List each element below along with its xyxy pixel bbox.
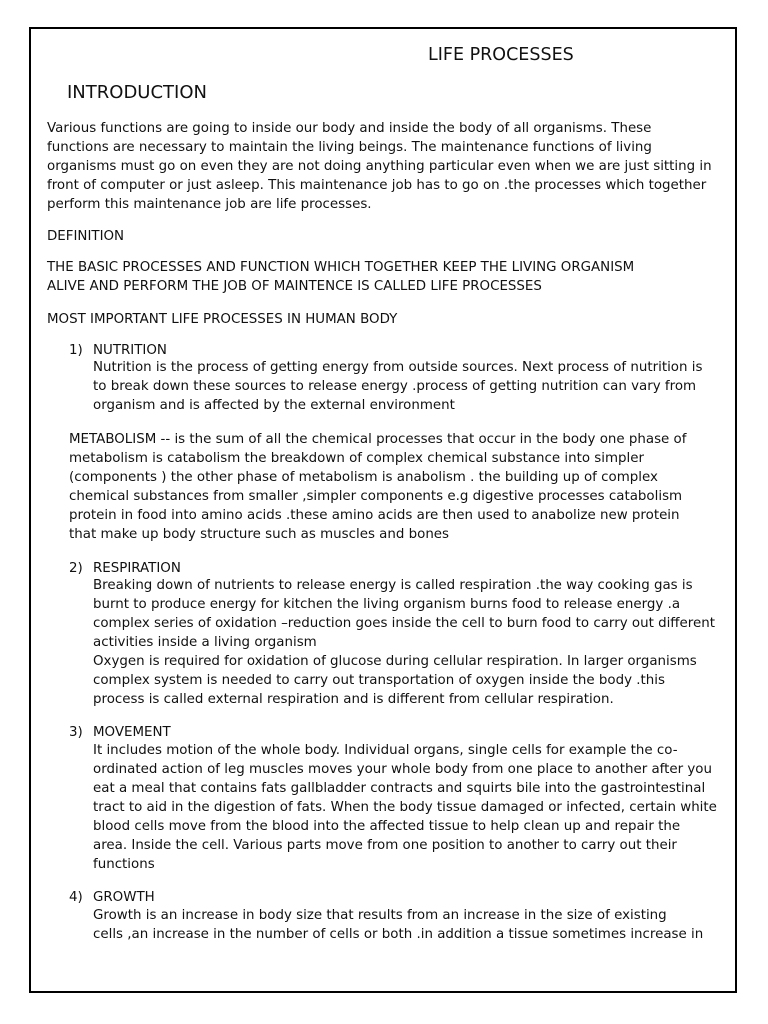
introduction-heading: INTRODUCTION <box>67 82 207 103</box>
section-line: Growth is an increase in body size that results from an increase in the size of existing <box>93 908 667 923</box>
section-line: complex system is needed to carry out transportation of oxygen inside the body .this <box>93 673 665 688</box>
page-title: LIFE PROCESSES <box>428 45 574 65</box>
section-line: eat a meal that contains fats gallbladder contracts and squirts bile into the gastrointestinal <box>93 781 706 796</box>
section-line: Oxygen is required for oxidation of glucose during cellular respiration. In larger organisms <box>93 654 697 669</box>
section-line: complex series of oxidation –reduction goes inside the cell to burn food to carry out different <box>93 616 715 631</box>
intro-line: front of computer or just asleep. This maintenance job has to go on .the processes which together <box>47 178 707 193</box>
section-line: activities inside a living organism <box>93 635 317 650</box>
definition-line: THE BASIC PROCESSES AND FUNCTION WHICH TOGETHER KEEP THE LIVING ORGANISM <box>47 260 635 275</box>
metabolism-line: (components ) the other phase of metabolism is anabolism . the building up of complex <box>69 470 658 485</box>
section-heading-nutrition: NUTRITION <box>93 343 167 358</box>
section-line: Nutrition is the process of getting energy from outside sources. Next process of nutrition is <box>93 360 703 375</box>
section-line: cells ,an increase in the number of cells or both .in addition a tissue sometimes increase in <box>93 927 704 942</box>
section-line: tract to aid in the digestion of fats. When the body tissue damaged or infected, certain white <box>93 800 717 815</box>
definition-heading: DEFINITION <box>47 229 125 244</box>
important-processes-heading: MOST IMPORTANT LIFE PROCESSES IN HUMAN BODY <box>47 312 398 327</box>
section-line: Breaking down of nutrients to release energy is called respiration .the way cooking gas is <box>93 578 693 593</box>
section-line: organism and is affected by the external environment <box>93 398 455 413</box>
section-number: 3) <box>69 725 83 740</box>
section-heading-movement: MOVEMENT <box>93 725 171 740</box>
section-number: 4) <box>69 890 83 905</box>
section-line: burnt to produce energy for kitchen the living organism burns food to release energy .a <box>93 597 681 612</box>
section-number: 1) <box>69 343 83 358</box>
metabolism-line: METABOLISM -- is the sum of all the chemical processes that occur in the body one phase of <box>69 432 687 447</box>
metabolism-line: that make up body structure such as muscles and bones <box>69 527 450 542</box>
definition-line: ALIVE AND PERFORM THE JOB OF MAINTENCE IS CALLED LIFE PROCESSES <box>47 279 542 294</box>
intro-line: perform this maintenance job are life processes. <box>47 197 372 212</box>
metabolism-line: metabolism is catabolism the breakdown of complex chemical substance into simpler <box>69 451 644 466</box>
section-line: blood cells move from the blood into the affected tissue to help clean up and repair the <box>93 819 681 834</box>
section-number: 2) <box>69 561 83 576</box>
metabolism-line: chemical substances from smaller ,simpler components e.g digestive processes catabolism <box>69 489 683 504</box>
section-line: to break down these sources to release energy .process of getting nutrition can vary from <box>93 379 697 394</box>
section-heading-respiration: RESPIRATION <box>93 561 181 576</box>
intro-line: Various functions are going to inside our body and inside the body of all organisms. These <box>47 121 652 136</box>
section-line: process is called external respiration and is different from cellular respiration. <box>93 692 614 707</box>
metabolism-line: protein in food into amino acids .these amino acids are then used to anabolize new protein <box>69 508 680 523</box>
section-line: functions <box>93 857 155 872</box>
intro-line: organisms must go on even they are not doing anything particular even when we are just sitting in <box>47 159 712 174</box>
section-line: area. Inside the cell. Various parts move from one position to another to carry out their <box>93 838 677 853</box>
section-line: It includes motion of the whole body. Individual organs, single cells for example the co- <box>93 743 678 758</box>
section-line: ordinated action of leg muscles moves your whole body from one place to another after you <box>93 762 712 777</box>
intro-line: functions are necessary to maintain the living beings. The maintenance functions of living <box>47 140 652 155</box>
section-heading-growth: GROWTH <box>93 890 155 905</box>
